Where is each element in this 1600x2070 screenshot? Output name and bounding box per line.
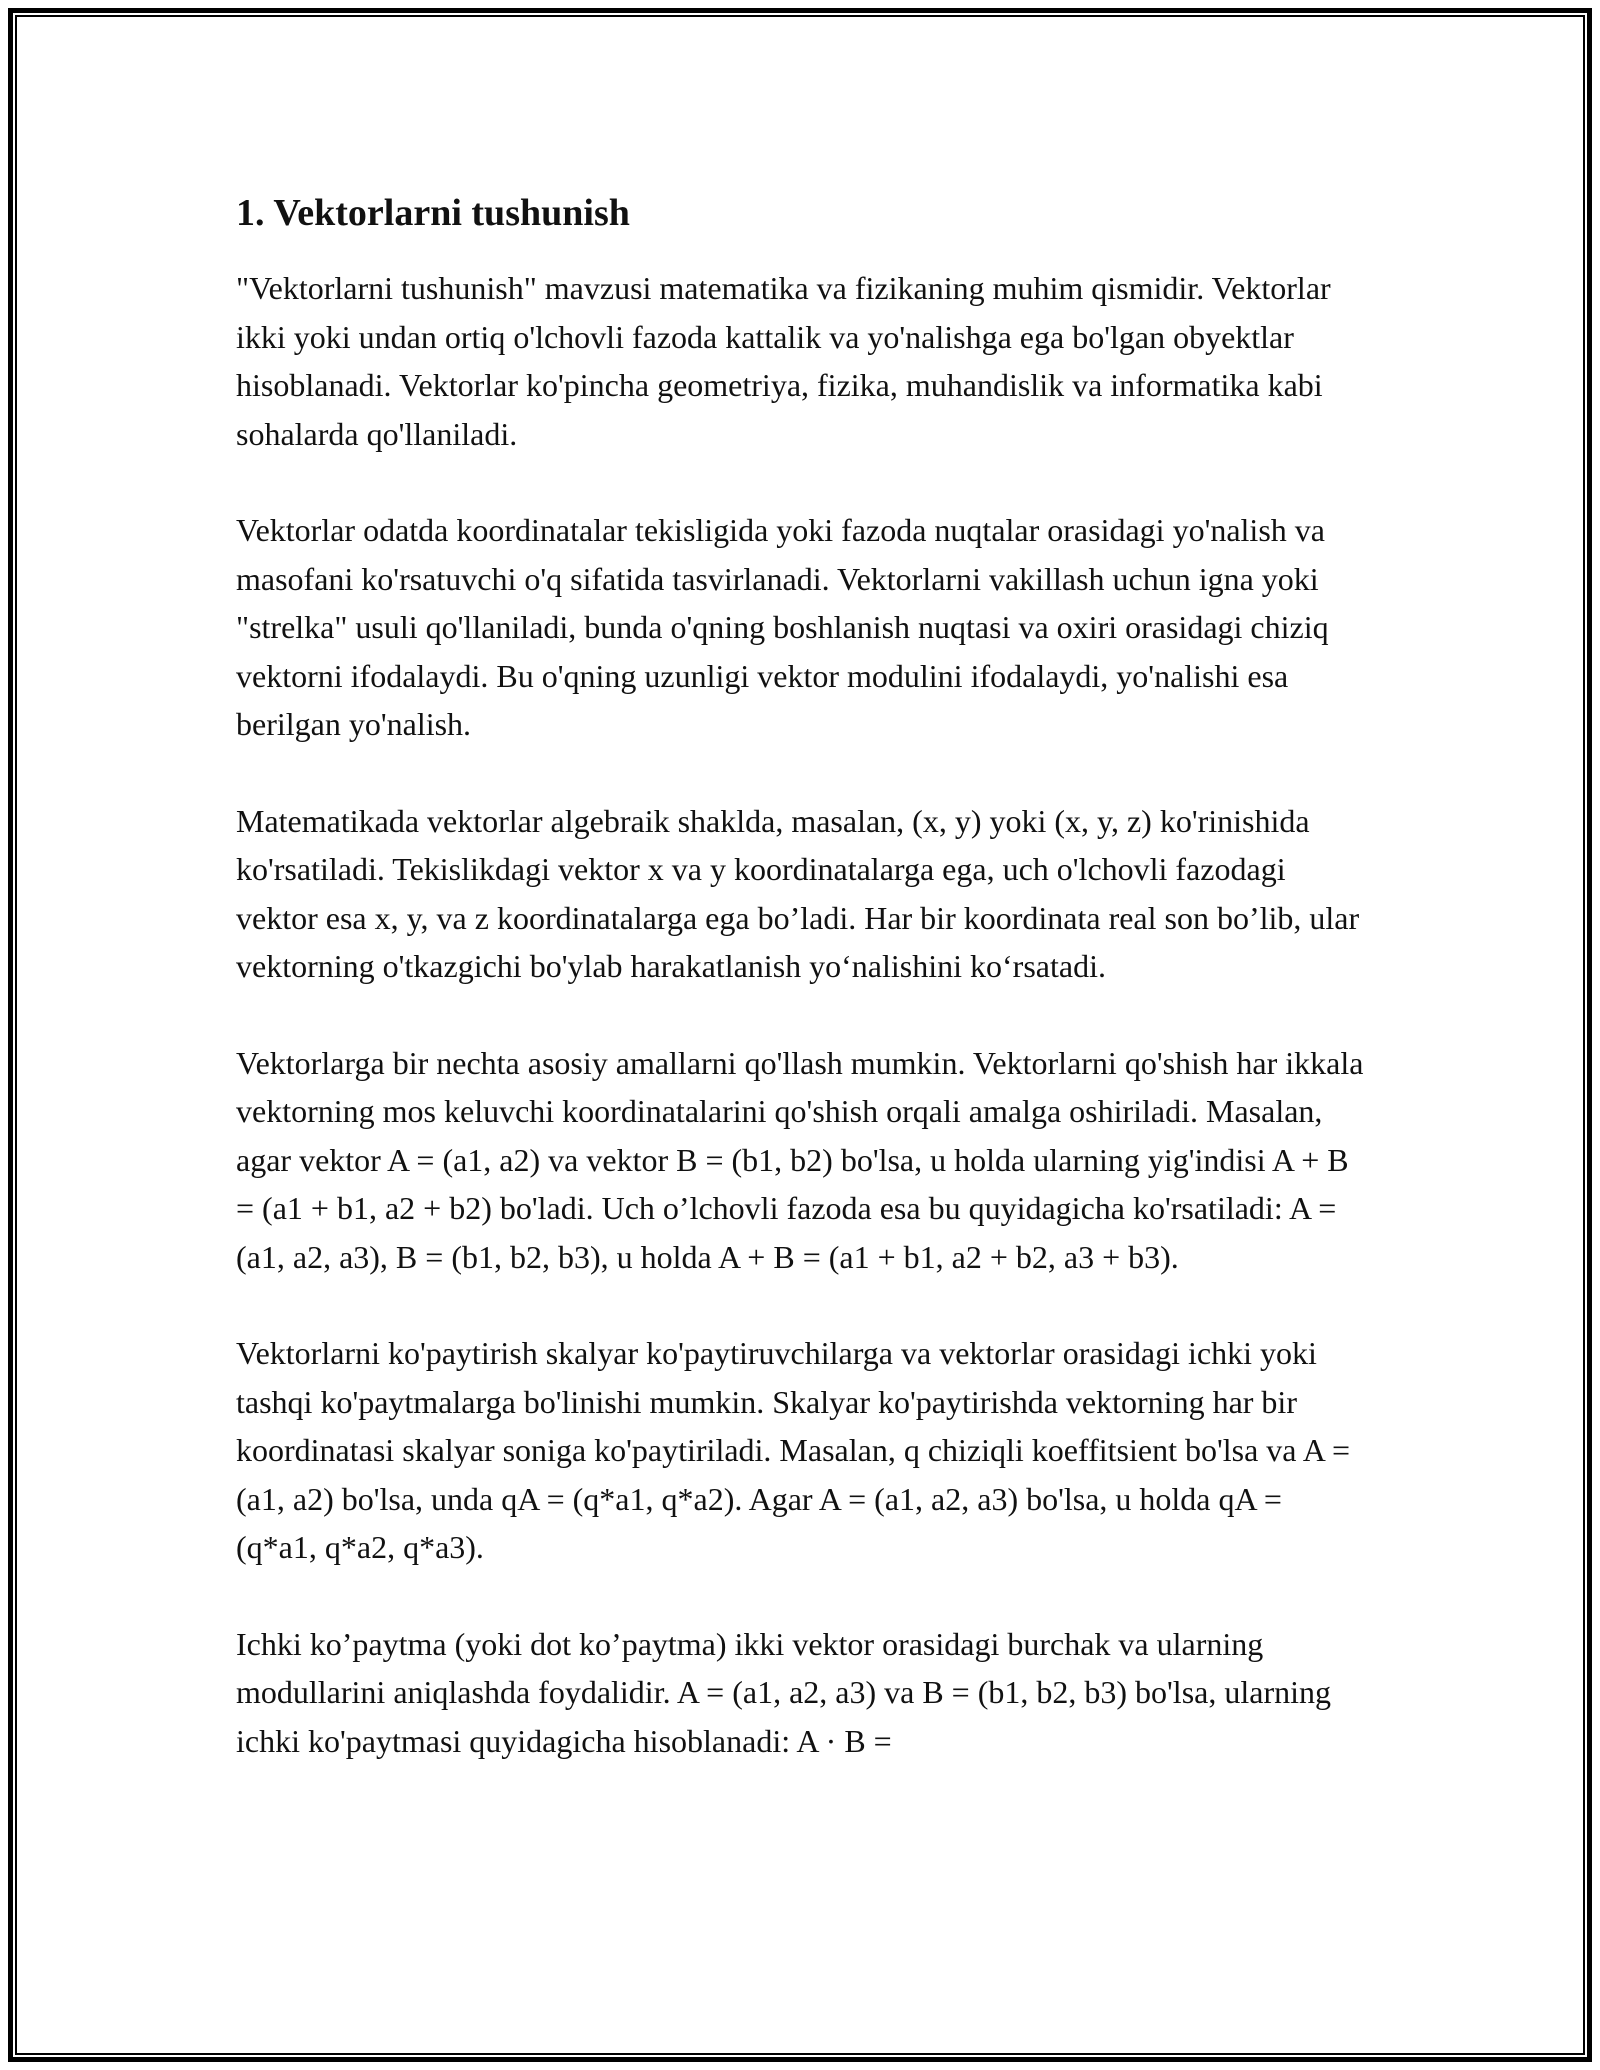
section-heading: 1. Vektorlarni tushunish [236,192,630,234]
paragraph-representation: Vektorlar odatda koordinatalar tekisligida yoki fazoda nuqtalar orasidagi yo'nalish va masofani ko'rsatuvchi o'q sifatida tasvirlanadi. Vektorlarni vakillash uchun igna yoki "strelka" usuli qo'llaniladi, bunda o'qning boshlanish nuqtasi va oxiri orasidagi chiziq vektorni ifodalaydi. Bu o'qning uzunligi vektor modulini ifodalaydi, yo'nalishi esa berilgan yo'nalish. [236,512,1329,742]
document-body [236,186,1364,1813]
paragraph-intro: "Vektorlarni tushunish" mavzusi matematika va fizikaning muhim qismidir. Vektorlar ikki yoki undan ortiq o'lchovli fazoda kattalik va yo'nalishga ega bo'lgan obyektlar hisoblanadi. Vektorlar ko'pincha geometriya, fizika, muhandislik va informatika kabi sohalarda qo'llaniladi. [236,270,1331,452]
paragraph-multiplication: Vektorlarni ko'paytirish skalyar ko'paytiruvchilarga va vektorlar orasidagi ichki yoki tashqi ko'paytmalarga bo'linishi mumkin. Skalyar ko'paytirishda vektorning har bir koordinatasi skalyar soniga ko'paytiriladi. Masalan, q chiziqli koeffitsient bo'lsa va A = (a1, a2) bo'lsa, unda qA = (q*a1, q*a2). Agar A = (a1, a2, a3) bo'lsa, u holda qA = (q*a1, q*a2, q*a3). [236,1335,1351,1565]
paragraph-addition: Vektorlarga bir nechta asosiy amallarni qo'llash mumkin. Vektorlarni qo'shish har ikkala vektorning mos keluvchi koordinatalarini qo'shish orqali amalga oshiriladi. Masalan, agar vektor A = (a1, a2) va vektor B = (b1, b2) bo'lsa, u holda ularning yig'indisi A + B = (a1 + b1, a2 + b2) bo'ladi. Uch o’lchovli fazoda esa bu quyidagicha ko'rsatiladi: A = (a1, a2, a3), B = (b1, b2, b3), u holda A + B = (a1 + b1, a2 + b2, a3 + b3). [236,1044,1364,1275]
paragraph-dot-product: Ichki ko’paytma (yoki dot ko’paytma) ikki vektor orasidagi burchak va ularning modullarini aniqlashda foydalidir. A = (a1, a2, a3) va B = (b1, b2, b3) bo'lsa, ularning ichki ko'paytmasi quyidagicha hisoblanadi: A · B = [236,1625,1331,1759]
paragraph-algebraic-form: Matematikada vektorlar algebraik shaklda, masalan, (x, y) yoki (x, y, z) ko'rinishida ko'rsatiladi. Tekislikdagi vektor x va y koordinatalarga ega, uch o'lchovli fazodagi vektor esa x, y, va z koordinatalarga ega bo’ladi. Har bir koordinata real son bo’lib, ular vektorning o'tkazgichi bo'ylab harakatlanish yo‘nalishini ko‘rsatadi. [236,802,1360,984]
